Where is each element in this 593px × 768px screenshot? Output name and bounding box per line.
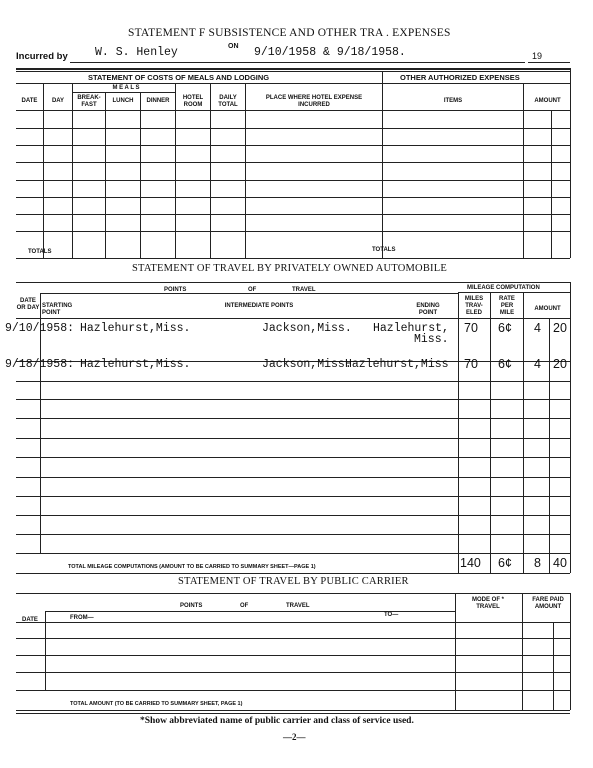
- auto-row-2-rate: 6¢: [498, 357, 512, 371]
- carrier-of-label: OF: [240, 603, 249, 609]
- auto-row-2-end: Hazlehurst,Miss: [345, 358, 449, 371]
- auto-col-date: DATE OR DAY: [16, 298, 40, 311]
- col-hotel-room: HOTEL ROOM: [182, 95, 204, 108]
- auto-row-2-cents: 20: [553, 357, 567, 371]
- auto-row-1-cents: 20: [553, 321, 567, 335]
- carrier-travel-label: TRAVEL: [286, 603, 310, 609]
- meals-group-label: M E A L S: [112, 85, 140, 91]
- auto-row-2-date: 9/18/1958:: [5, 358, 75, 371]
- col-breakfast: BREAK-FAST: [77, 95, 101, 108]
- auto-points-label: POINTS: [164, 287, 187, 293]
- meals-section-heading: STATEMENT OF COSTS OF MEALS AND LODGING: [88, 73, 270, 82]
- col-amount: AMOUNT: [534, 98, 561, 104]
- total-dollars: 8: [534, 556, 541, 570]
- auto-row-2-miles: 70: [464, 357, 478, 371]
- auto-col-ending: ENDING POINT: [416, 303, 440, 316]
- auto-col-rate: RATE PER MILE: [499, 296, 515, 316]
- auto-row-1-dollars: 4: [534, 321, 541, 335]
- auto-travel-label: TRAVEL: [292, 287, 316, 293]
- carrier-col-mode: MODE OF * TRAVEL: [471, 597, 504, 610]
- auto-row-1-miles: 70: [464, 321, 478, 335]
- traveler-name: W. S. Henley: [95, 46, 178, 59]
- mileage-total-label: TOTAL MILEAGE COMPUTATIONS (AMOUNT TO BE CARRIED TO SUMMARY SHEET—PAGE 1): [68, 564, 316, 570]
- auto-row-1-rate: 6¢: [498, 321, 512, 335]
- mileage-computation-label: MILEAGE COMPUTATION: [467, 285, 540, 291]
- form-title: STATEMENT F SUBSISTENCE AND OTHER TRA . EXPENSES: [128, 27, 451, 39]
- col-place: PLACE WHERE HOTEL EXPENSE INCURRED: [265, 95, 363, 108]
- auto-row-2-dollars: 4: [534, 357, 541, 371]
- auto-row-1-start: Hazlehurst,Miss.: [80, 322, 191, 335]
- travel-dates: 9/10/1958 & 9/18/1958.: [254, 46, 406, 59]
- carrier-section-heading: STATEMENT OF TRAVEL BY PUBLIC CARRIER: [178, 576, 409, 587]
- total-rate: 6¢: [498, 556, 512, 570]
- carrier-col-to: TO—: [384, 612, 399, 618]
- auto-col-amount: AMOUNT: [534, 306, 561, 312]
- carrier-total-label: TOTAL AMOUNT (TO BE CARRIED TO SUMMARY SHEET, PAGE 1): [70, 701, 243, 707]
- incurred-label: Incurred by: [16, 51, 68, 62]
- footnote: *Show abbreviated name of public carrier and class of service used.: [140, 716, 414, 726]
- carrier-col-fare: FARE PAID AMOUNT: [532, 597, 564, 610]
- col-dinner: DINNER: [146, 98, 170, 104]
- col-date: DATE: [21, 98, 38, 104]
- col-day: DAY: [51, 98, 65, 104]
- col-lunch: LUNCH: [112, 98, 134, 104]
- auto-row-1-date: 9/10/1958:: [5, 322, 75, 335]
- auto-row-2-intermediate: Jackson,Miss.: [262, 358, 352, 371]
- carrier-col-date: DATE: [22, 617, 38, 623]
- on-label: ON: [228, 43, 239, 50]
- auto-row-1-end-2: Miss.: [414, 333, 449, 346]
- total-miles: 140: [460, 556, 481, 570]
- page-number: —2—: [283, 732, 306, 742]
- carrier-col-from: FROM—: [70, 615, 94, 621]
- auto-row-2-start: Hazlehurst,Miss.: [80, 358, 191, 371]
- auto-section-heading: STATEMENT OF TRAVEL BY PRIVATELY OWNED AUTOMOBILE: [132, 263, 447, 274]
- auto-row-1-intermediate: Jackson,Miss.: [262, 322, 352, 335]
- col-items: ITEMS: [443, 98, 463, 104]
- auto-col-miles: MILES TRAV-ELED: [464, 296, 484, 316]
- other-expenses-heading: OTHER AUTHORIZED EXPENSES: [400, 73, 520, 82]
- auto-of-label: OF: [248, 287, 257, 293]
- carrier-points-label: POINTS: [180, 603, 203, 609]
- total-cents: 40: [553, 556, 567, 570]
- auto-row-1-end: Hazlehurst,: [373, 322, 449, 335]
- other-totals-label: TOTALS: [372, 247, 396, 253]
- auto-col-intermediate: INTERMEDIATE POINTS: [224, 303, 294, 309]
- meals-totals-label: TOTALS: [28, 249, 52, 255]
- year-label: 19: [532, 51, 543, 61]
- auto-col-starting: STARTING POINT: [42, 303, 73, 316]
- col-daily-total: DAILY TOTAL: [218, 95, 238, 108]
